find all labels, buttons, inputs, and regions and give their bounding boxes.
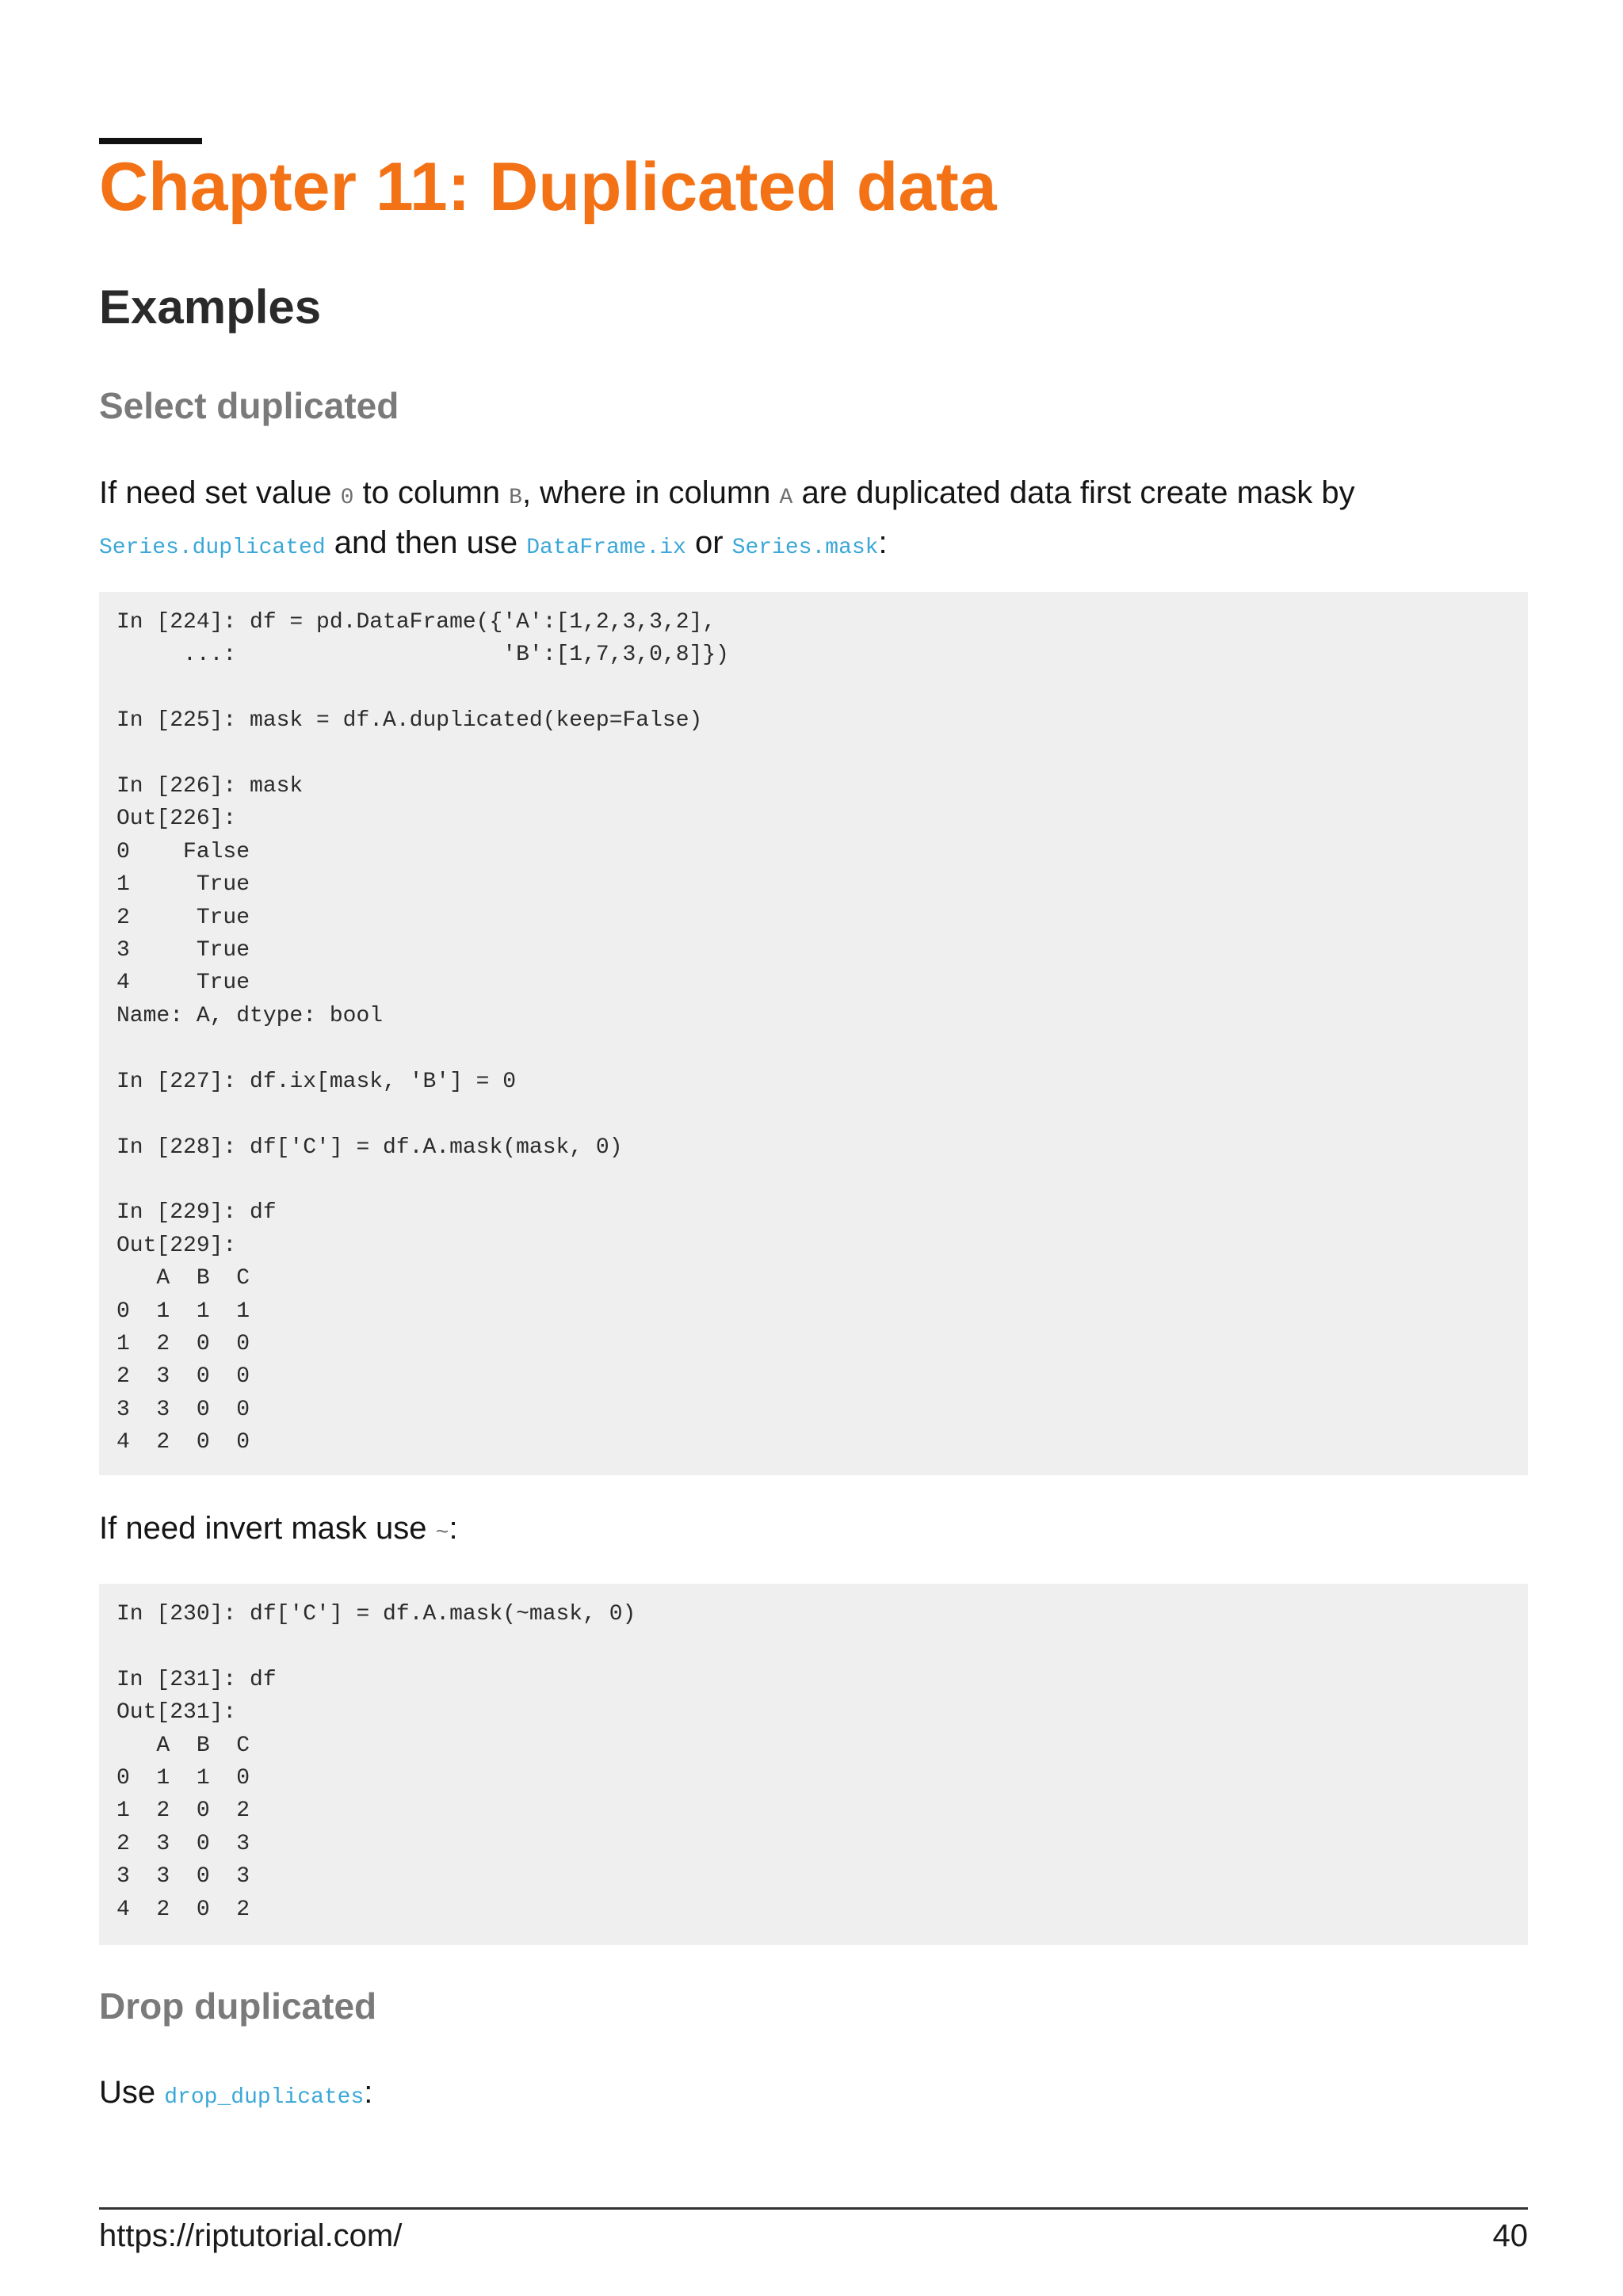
drop-duplicated-text xyxy=(99,2070,1528,2120)
select-duplicated-heading: Select duplicated xyxy=(99,385,399,426)
inline-code-column-b: B xyxy=(509,486,522,510)
inline-code-column-a: A xyxy=(779,486,793,510)
drop-duplicated-heading: Drop duplicated xyxy=(99,1985,377,2027)
footer-rule xyxy=(99,2207,1528,2210)
use-text-1: Use xyxy=(99,2075,165,2110)
invert-text-1: If need invert mask use xyxy=(99,1511,436,1546)
select-duplicated-intro xyxy=(99,471,1528,570)
intro-text-3: , where in column xyxy=(521,475,780,510)
inline-code-tilde: ~ xyxy=(435,1521,449,1546)
intro-text-4: are duplicated data first create mask by xyxy=(792,475,1355,510)
use-text-2: : xyxy=(364,2075,373,2110)
intro-text-7: : xyxy=(878,525,888,560)
footer-page-number: 40 xyxy=(1492,2218,1528,2253)
invert-mask-text xyxy=(99,1506,1528,1556)
intro-text-2: to column xyxy=(353,475,510,510)
footer-url[interactable]: https://riptutorial.com/ xyxy=(99,2218,403,2253)
section-title: Examples xyxy=(99,280,322,334)
link-dataframe-ix[interactable]: DataFrame.ix xyxy=(526,536,686,560)
chapter-title: Chapter 11: Duplicated data xyxy=(99,149,997,225)
link-series-duplicated[interactable]: Series.duplicated xyxy=(99,536,326,560)
intro-text-5: and then use xyxy=(325,525,527,560)
code-block-select-duplicated: In [224]: df = pd.DataFrame({'A':[1,2,3,3,2], ...: 'B':[1,7,3,0,8]}) In [225]: mask = df.A.duplicated(keep=False) In [226]: mask Out[226]: 0 False 1 True 2 True 3 True 4 True Name: A, dtype: bool In [227]: df.ix[mask, 'B'] = 0 In [228]: df['C'] = df.A.mask(mask, 0) In [229]: df Out[229]: A B C 0 1 1 1 1 2 0 0 2 3 0 0 3 3 0 0 4 2 0 0 xyxy=(99,592,1528,1475)
invert-text-2: : xyxy=(449,1511,458,1546)
chapter-rule xyxy=(99,138,202,144)
code-block-invert-mask: In [230]: df['C'] = df.A.mask(~mask, 0) In [231]: df Out[231]: A B C 0 1 1 0 1 2 0 2 2 3 0 3 3 3 0 3 4 2 0 2 xyxy=(99,1584,1528,1945)
inline-code-value: 0 xyxy=(340,486,354,510)
link-drop-duplicates[interactable]: drop_duplicates xyxy=(164,2085,365,2110)
intro-text-1: If need set value xyxy=(99,475,341,510)
link-series-mask[interactable]: Series.mask xyxy=(731,536,879,560)
intro-text-6: or xyxy=(685,525,732,560)
